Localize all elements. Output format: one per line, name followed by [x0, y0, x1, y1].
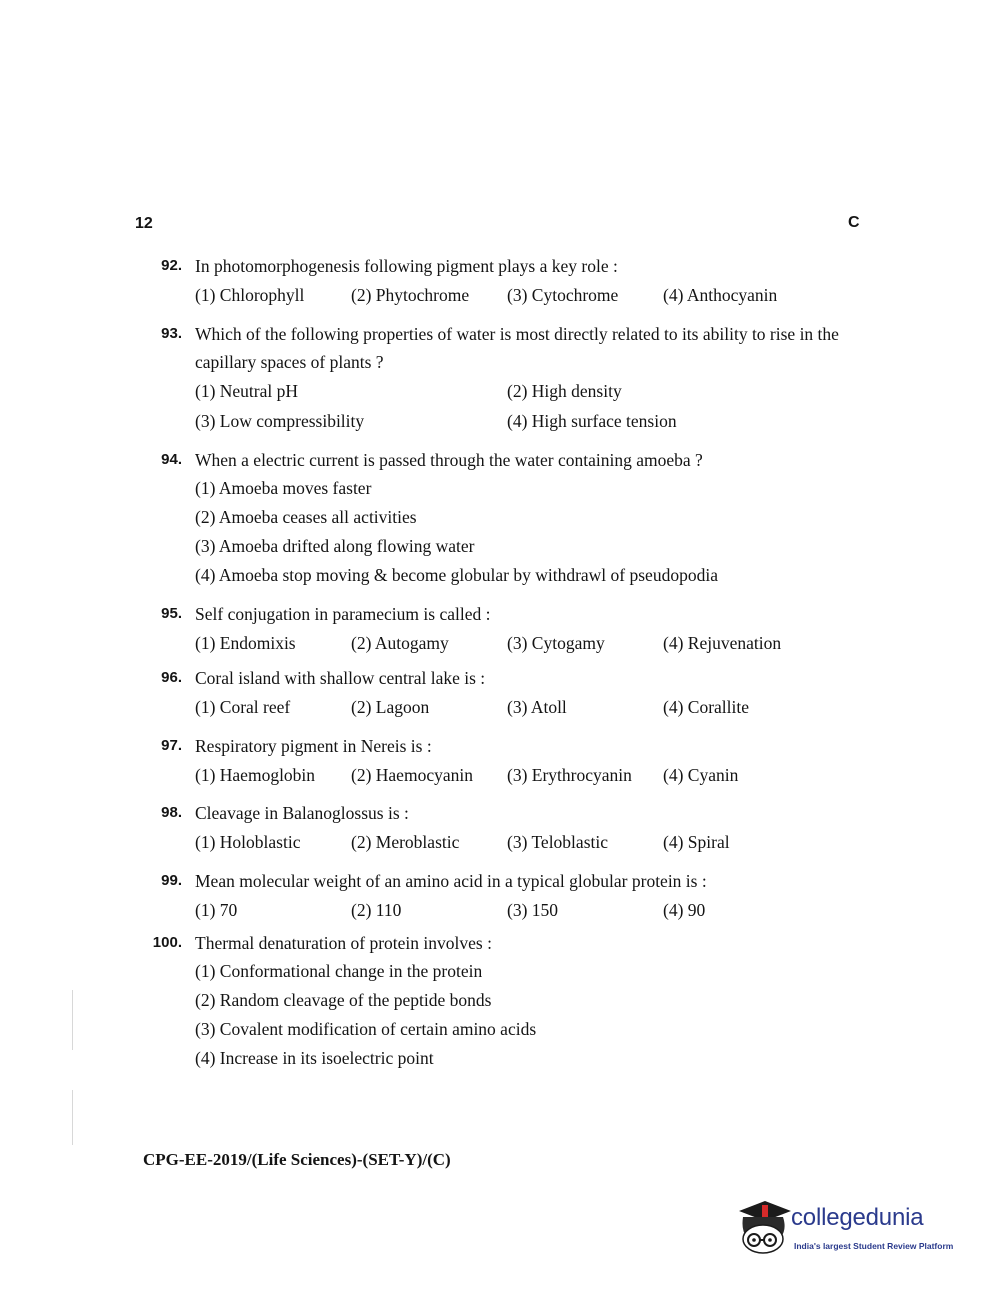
question-number: 97. [161, 737, 182, 754]
option-4: (4) Anthocyanin [663, 285, 778, 305]
option-3: (3) Covalent modification of certain amino acids [195, 1019, 537, 1039]
option-3: (3) Erythrocyanin [507, 765, 632, 785]
option-3: (3) Cytogamy [507, 633, 605, 653]
options-list [195, 957, 860, 1073]
question-93 [140, 320, 860, 436]
page-number: 12 [135, 215, 153, 232]
question-text: When a electric current is passed through the water containing amoeba ? [195, 450, 703, 470]
question-series: C [848, 214, 860, 231]
options-row [195, 692, 860, 722]
question-number: 92. [161, 257, 182, 274]
option-1: (1) Endomixis [195, 633, 296, 653]
question-number: 95. [161, 605, 182, 622]
option-2: (2) Phytochrome [351, 285, 470, 305]
option-2: (2) Random cleavage of the peptide bonds [195, 990, 492, 1010]
options-list [195, 474, 860, 590]
option-1: (1) Neutral pH [195, 381, 299, 401]
option-2: (2) Amoeba ceases all activities [195, 507, 417, 527]
option-4: (4) Rejuvenation [663, 633, 782, 653]
option-4: (4) Amoeba stop moving & become globular by withdrawl of pseudopodia [195, 565, 718, 585]
options-row [195, 895, 860, 925]
options-row [195, 628, 860, 658]
question-number: 96. [161, 669, 182, 686]
option-4: (4) Corallite [663, 697, 750, 717]
option-4: (4) Spiral [663, 832, 730, 852]
question-96 [140, 664, 860, 722]
options-grid [195, 376, 860, 436]
option-1: (1) Chlorophyll [195, 285, 305, 305]
option-3: (3) 150 [507, 900, 559, 920]
question-text: Coral island with shallow central lake is : [195, 668, 486, 688]
option-2: (2) 110 [351, 900, 402, 920]
option-3: (3) Teloblastic [507, 832, 608, 852]
option-2: (2) Lagoon [351, 697, 430, 717]
option-2: (2) High density [507, 381, 622, 401]
option-3: (3) Low compressibility [195, 411, 365, 431]
logo-wordmark: collegedunia [791, 1204, 924, 1231]
paper-code: CPG-EE-2019/(Life Sciences)-(SET-Y)/(C) [143, 1150, 451, 1169]
option-4: (4) Cyanin [663, 765, 739, 785]
mascot-icon [735, 1197, 793, 1259]
question-text: Mean molecular weight of an amino acid in a typical globular protein is : [195, 871, 707, 891]
option-3: (3) Cytochrome [507, 285, 619, 305]
options-row [195, 760, 860, 790]
option-4: (4) 90 [663, 900, 706, 920]
options-row [195, 827, 860, 857]
option-1: (1) Holoblastic [195, 832, 301, 852]
option-1: (1) Conformational change in the protein [195, 961, 483, 981]
logo-tagline: India's largest Student Review Platform [794, 1241, 954, 1251]
option-2: (2) Meroblastic [351, 832, 460, 852]
option-4: (4) Increase in its isoelectric point [195, 1048, 434, 1068]
scan-artifact-line [72, 1090, 73, 1145]
question-number: 94. [161, 451, 182, 468]
question-number: 100. [152, 934, 182, 951]
question-number: 99. [161, 872, 182, 889]
option-4: (4) High surface tension [507, 411, 677, 431]
question-100 [140, 929, 860, 1073]
question-99 [140, 867, 860, 925]
option-2: (2) Haemocyanin [351, 765, 473, 785]
question-92 [140, 252, 860, 310]
question-text: Thermal denaturation of protein involves : [195, 933, 492, 953]
option-1: (1) 70 [195, 900, 238, 920]
question-text: Respiratory pigment in Nereis is : [195, 736, 432, 756]
option-3: (3) Amoeba drifted along flowing water [195, 536, 475, 556]
option-2: (2) Autogamy [351, 633, 449, 653]
option-1: (1) Coral reef [195, 697, 291, 717]
question-number: 93. [161, 325, 182, 342]
option-3: (3) Atoll [507, 697, 567, 717]
question-94 [140, 446, 860, 590]
options-row [195, 280, 860, 310]
question-97 [140, 732, 860, 790]
option-1: (1) Haemoglobin [195, 765, 316, 785]
question-number: 98. [161, 804, 182, 821]
question-98 [140, 799, 860, 857]
question-text: Cleavage in Balanoglossus is : [195, 803, 409, 823]
option-1: (1) Amoeba moves faster [195, 478, 372, 498]
question-text: In photomorphogenesis following pigment plays a key role : [195, 256, 618, 276]
question-95 [140, 600, 860, 658]
scan-artifact-line [72, 990, 73, 1050]
question-text: Which of the following properties of water is most directly related to its ability to rise in the capillary spaces of plants ? [195, 324, 839, 372]
question-text: Self conjugation in paramecium is called : [195, 604, 491, 624]
collegedunia-logo[interactable] [735, 1197, 965, 1259]
